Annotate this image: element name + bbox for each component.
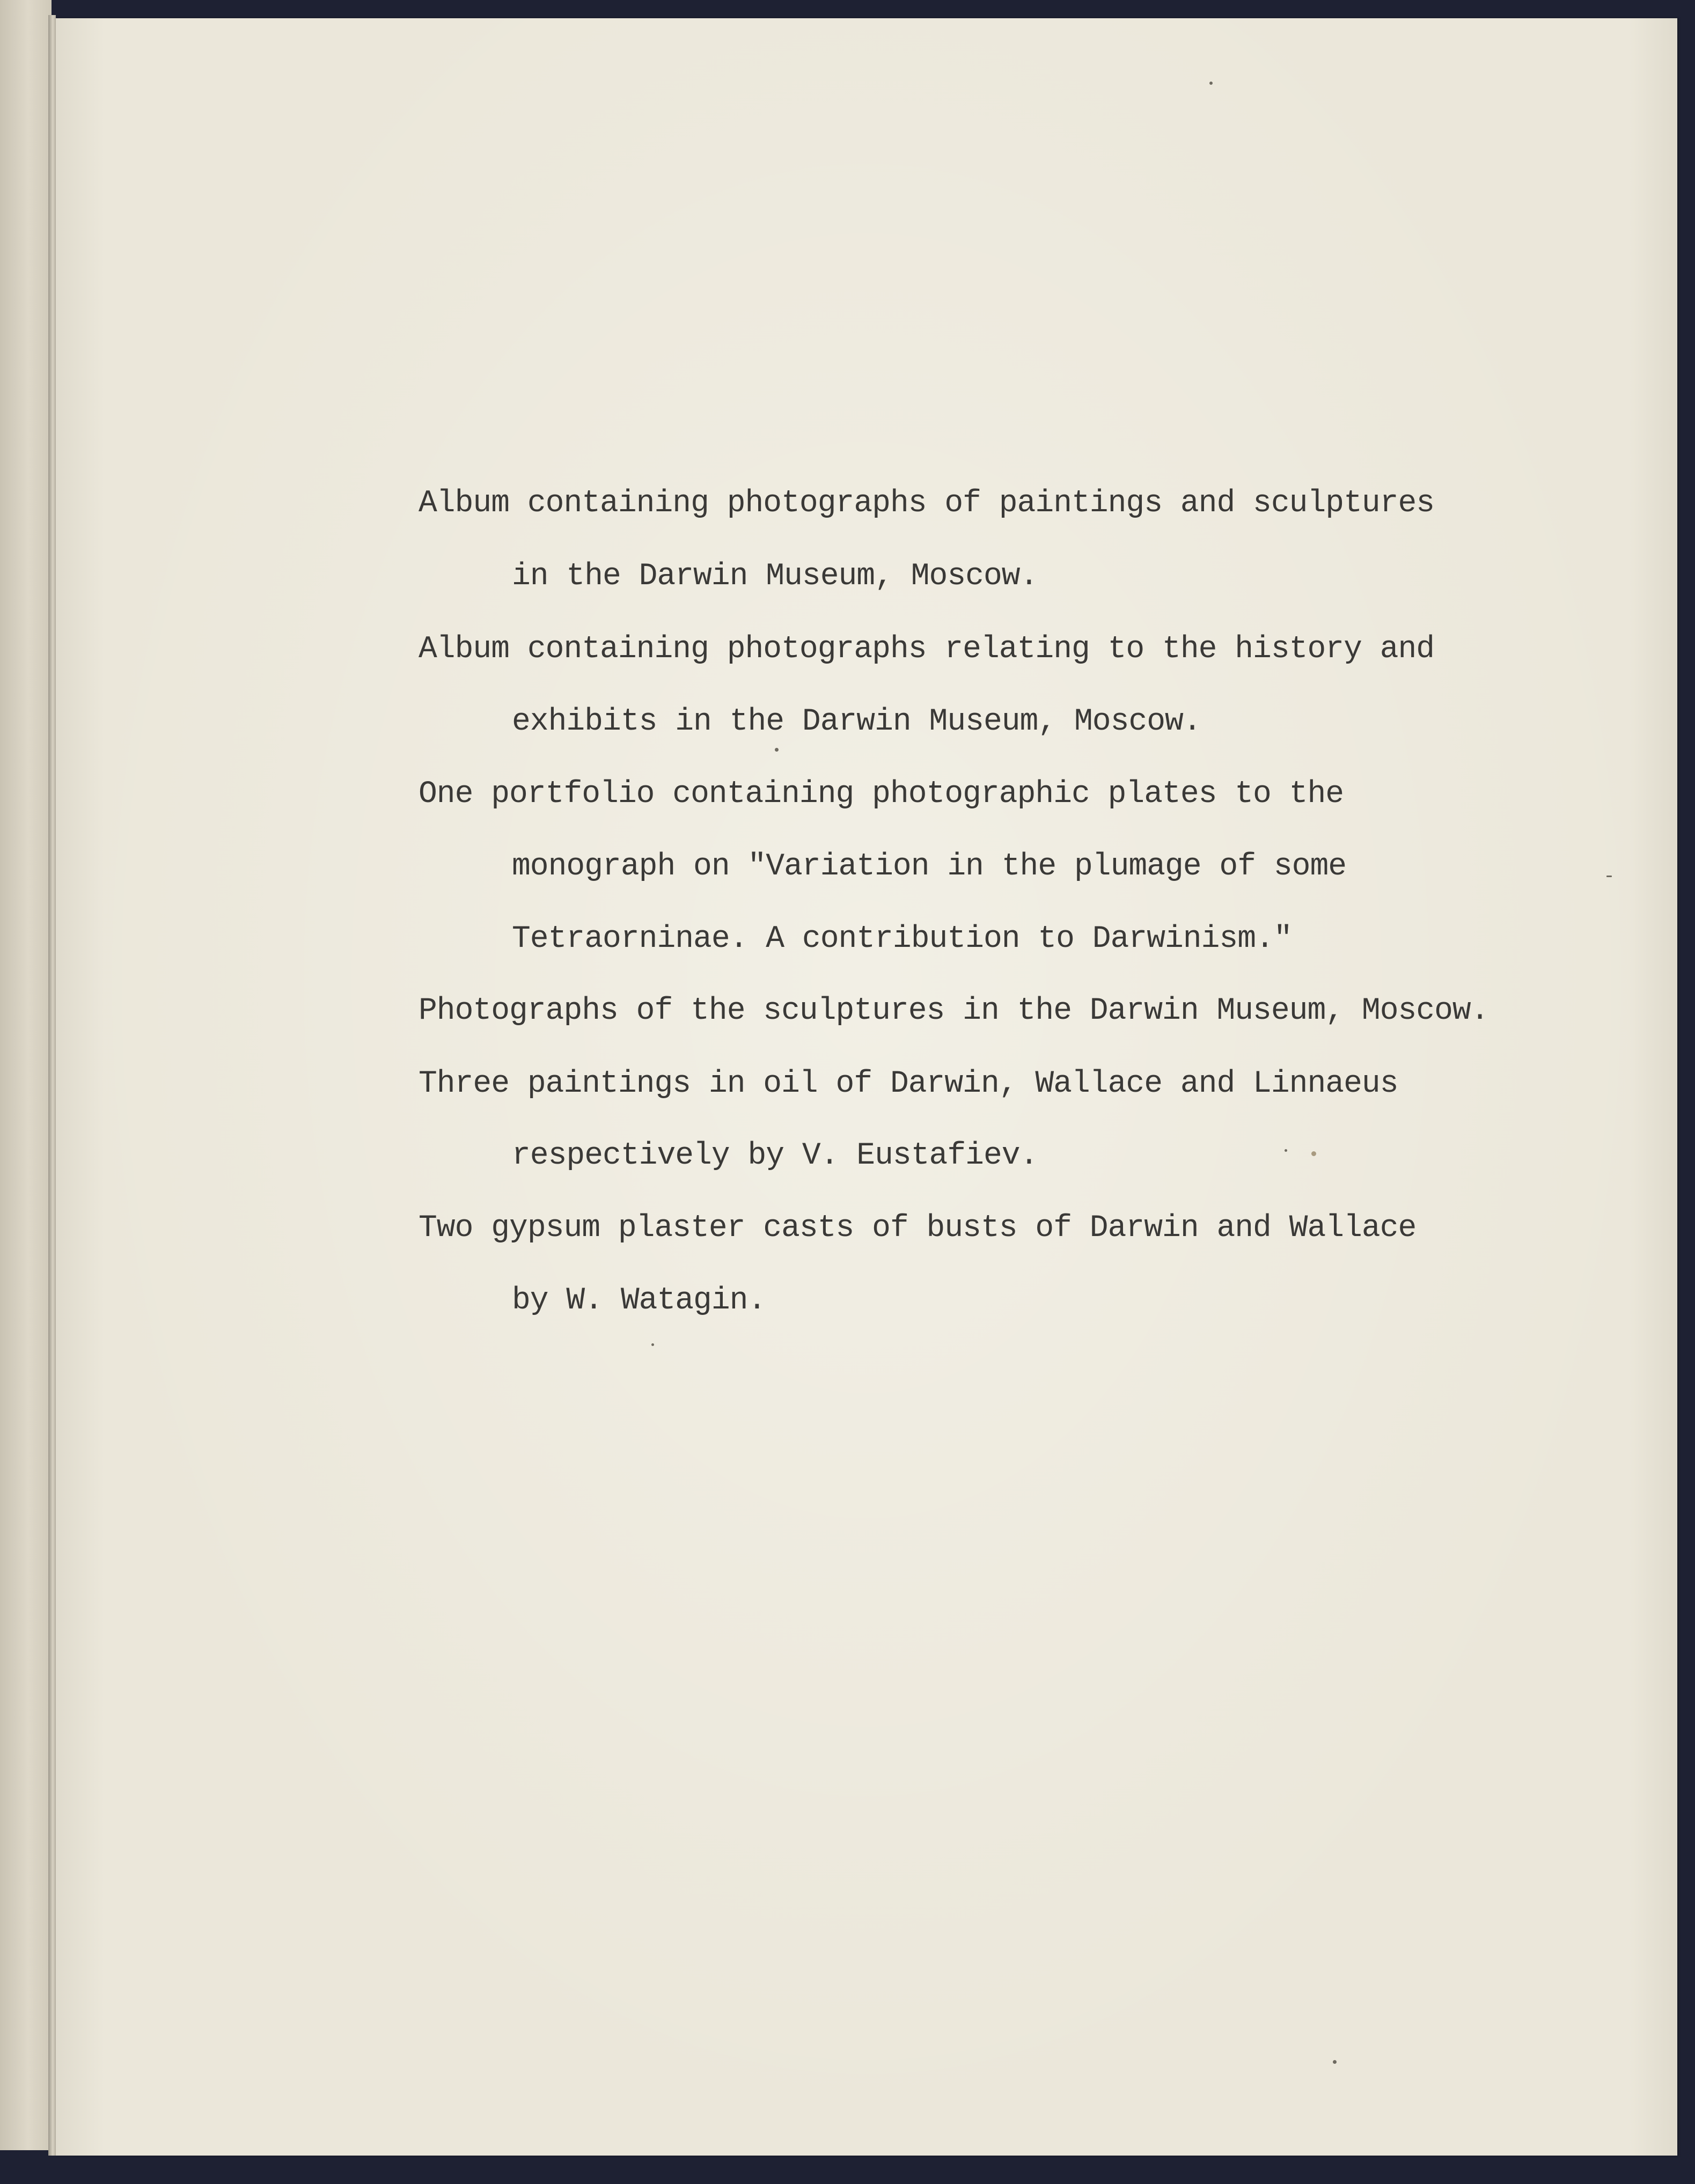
- list-item-1-line-2: in the Darwin Museum, Moscow.: [512, 559, 1038, 594]
- list-item-2-line-1: Album containing photographs relating to the history and: [419, 632, 1435, 667]
- paper-speck: [1311, 1151, 1316, 1156]
- list-item-6-line-1: Two gypsum plaster casts of busts of Darwin and Wallace: [419, 1211, 1417, 1246]
- typed-list: [56, 18, 1677, 2156]
- left-facing-page-edge: [0, 0, 52, 2150]
- list-item-5-line-2: respectively by V. Eustafiev.: [512, 1138, 1038, 1173]
- list-item-5-line-1: Three paintings in oil of Darwin, Wallace and Linnaeus: [419, 1067, 1398, 1101]
- list-item-1-line-1: Album containing photographs of paintings and sculptures: [419, 486, 1435, 521]
- paper-speck: [775, 748, 779, 752]
- paper-speck: [1209, 82, 1213, 85]
- list-item-3-line-2: monograph on "Variation in the plumage of some: [512, 849, 1347, 884]
- paper-speck: [1285, 1149, 1287, 1152]
- typescript-page: [56, 18, 1677, 2156]
- list-item-2-line-2: exhibits in the Darwin Museum, Moscow.: [512, 704, 1201, 739]
- list-item-3-line-1: One portfolio containing photographic plates to the: [419, 777, 1344, 812]
- list-item-6-line-2: by W. Watagin.: [512, 1283, 766, 1318]
- list-item-4-line-1: Photographs of the sculptures in the Darwin Museum, Moscow.: [419, 994, 1489, 1028]
- list-item-3-line-3: Tetraorninae. A contribution to Darwinism.": [512, 922, 1292, 957]
- paper-speck: [651, 1343, 654, 1346]
- paper-speck: [1333, 2060, 1337, 2064]
- binding-gutter: [48, 15, 56, 2156]
- paper-speck: [1606, 876, 1612, 877]
